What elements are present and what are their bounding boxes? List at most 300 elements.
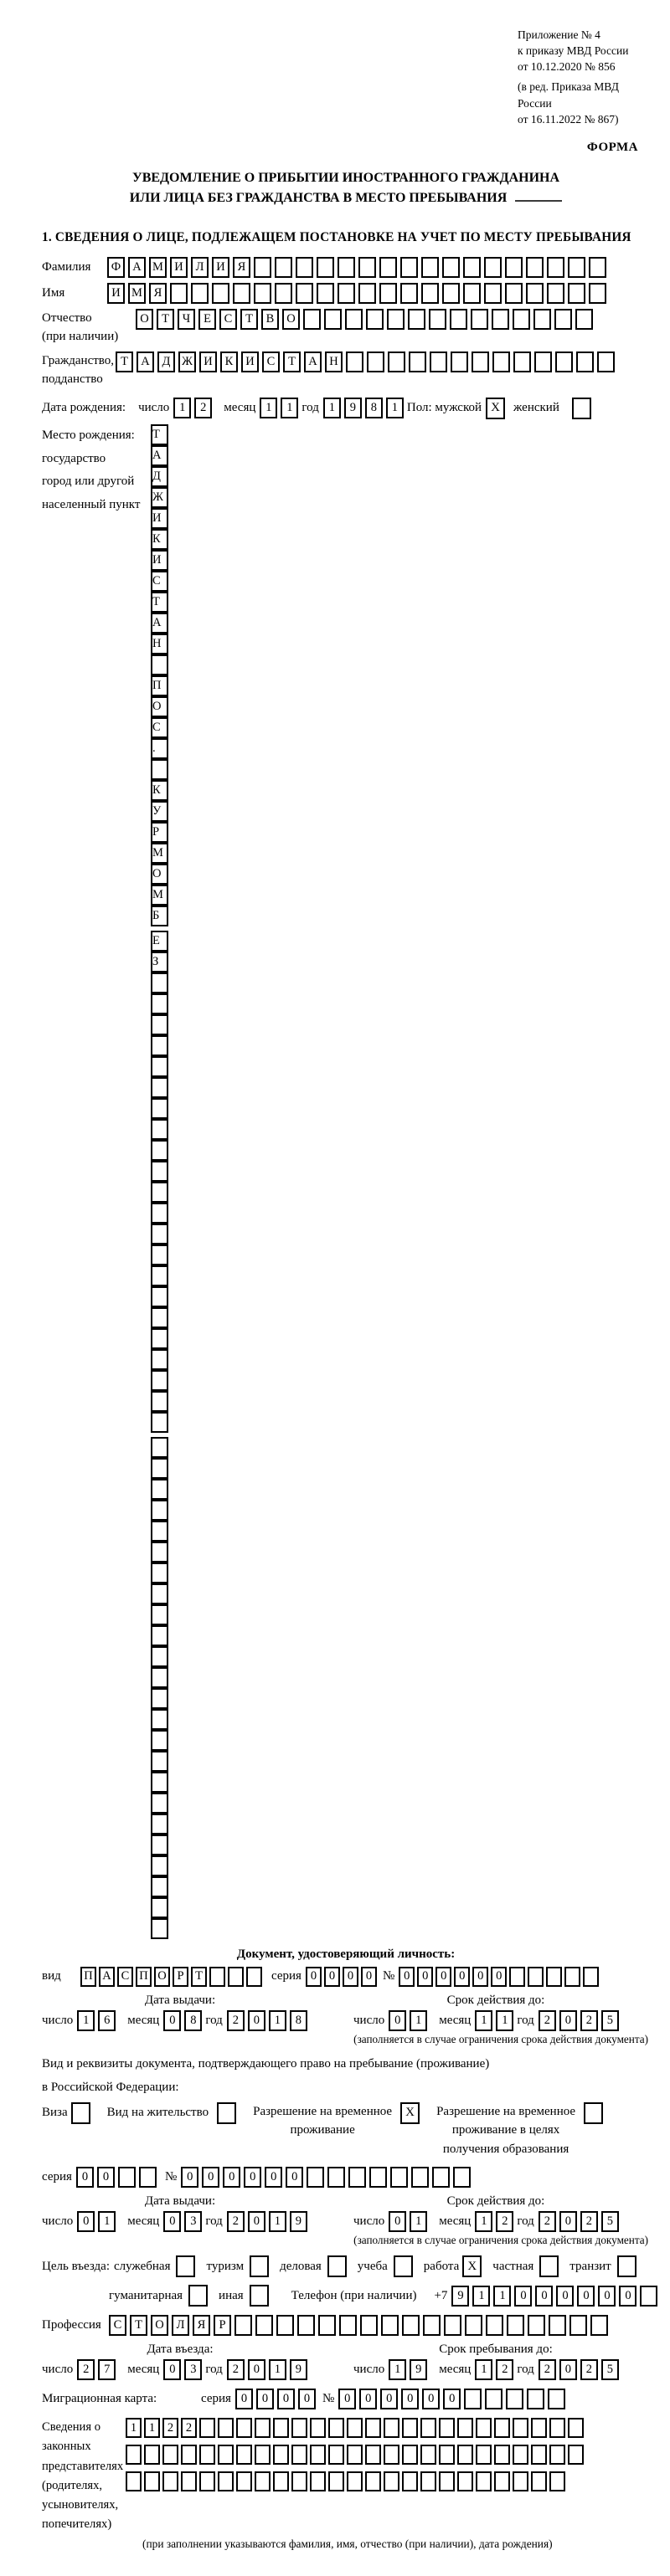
char-cell: А <box>137 352 154 372</box>
doc-series-label: серия <box>271 1969 302 1983</box>
char-cell: Р <box>151 822 168 843</box>
temp-residence-checkbox: X <box>400 2102 420 2124</box>
char-cell <box>228 1967 244 1987</box>
char-cell <box>338 257 355 278</box>
char-cell <box>126 2471 142 2491</box>
month-label: месяц <box>439 2363 472 2377</box>
char-cell: 0 <box>202 2167 219 2188</box>
char-cell <box>369 2167 387 2188</box>
char-cell <box>347 2418 363 2438</box>
char-cell <box>212 283 229 304</box>
surname-row <box>42 257 650 278</box>
surname-label: Фамилия <box>42 259 91 274</box>
char-cell <box>583 1967 599 1987</box>
char-cell <box>390 2167 408 2188</box>
char-cell <box>139 2167 157 2188</box>
citizenship-row <box>42 352 650 389</box>
doc-issue-heading: Дата выдачи: <box>144 1993 216 2007</box>
char-cell <box>181 2471 197 2491</box>
char-cell: З <box>151 952 168 972</box>
char-cell <box>549 2315 566 2336</box>
birth-place-cells <box>151 424 172 1939</box>
char-cell <box>254 283 271 304</box>
char-cell: 1 <box>496 2010 513 2031</box>
char-cell <box>421 283 439 304</box>
doc-valid-group <box>353 1994 630 2031</box>
char-cell: 3 <box>184 2211 202 2232</box>
char-cell <box>402 2471 418 2491</box>
char-cell <box>384 2471 399 2491</box>
char-cell: 0 <box>380 2389 398 2409</box>
stay-until-group <box>353 2343 630 2380</box>
char-cell: Л <box>172 2315 189 2336</box>
residence-valid-year-cells <box>539 2211 622 2232</box>
identity-doc-heading: Документ, удостоверяющий личность: <box>236 1947 456 1961</box>
entry-month-cells <box>163 2359 205 2380</box>
char-cell: 1 <box>260 398 277 418</box>
char-cell <box>151 1897 168 1918</box>
char-cell: Р <box>173 1967 188 1987</box>
char-cell: 2 <box>539 2359 556 2380</box>
char-cell: О <box>282 309 300 330</box>
purpose-option-tranzit: транзит <box>570 2255 636 2277</box>
char-cell <box>507 2315 524 2336</box>
char-cell: П <box>151 675 168 696</box>
char-cell: 0 <box>389 2211 406 2232</box>
char-cell <box>549 2418 565 2438</box>
form-title-line2: ИЛИ ЛИЦА БЕЗ ГРАЖДАНСТВА В МЕСТО ПРЕБЫВАНИЯ <box>42 188 650 208</box>
purpose-option-sluzhebnaya: служебная <box>114 2255 196 2277</box>
char-cell <box>297 2315 315 2336</box>
char-cell <box>365 2471 381 2491</box>
char-cell: Д <box>157 352 175 372</box>
char-cell: 2 <box>77 2359 95 2380</box>
char-cell: 0 <box>577 2286 595 2307</box>
char-cell <box>526 283 544 304</box>
char-cell <box>381 2315 399 2336</box>
year-label: год <box>302 401 319 415</box>
birth-date-row <box>42 398 650 419</box>
char-cell: А <box>304 352 322 372</box>
char-cell: 0 <box>324 1967 340 1987</box>
patronymic-cells <box>136 309 596 330</box>
doc-valid-note: (заполняется в случае ограничения срока действия документа) <box>353 2032 648 2045</box>
char-cell: 1 <box>77 2010 95 2031</box>
char-cell: 0 <box>181 2167 198 2188</box>
char-cell <box>151 1035 168 1056</box>
char-cell <box>568 2418 584 2438</box>
residence-valid-note: (заполняется в случае ограничения срока действия документа) <box>353 2234 648 2247</box>
purpose-option-ucheba: учеба <box>358 2255 413 2277</box>
char-cell: Ж <box>151 487 168 508</box>
ref-amend-line: от 16.11.2022 № 867) <box>518 112 619 126</box>
char-cell <box>402 2418 418 2438</box>
purpose-option-chastnaya: частная <box>492 2255 559 2277</box>
char-cell <box>548 2389 565 2409</box>
char-cell: 0 <box>559 2211 577 2232</box>
char-cell: Ф <box>107 257 125 278</box>
char-cell: 5 <box>601 2010 619 2031</box>
char-cell <box>170 283 188 304</box>
char-cell <box>347 2445 363 2465</box>
char-cell <box>513 309 530 330</box>
char-cell: 0 <box>514 2286 532 2307</box>
char-cell <box>255 2418 271 2438</box>
char-cell <box>421 257 439 278</box>
char-cell: К <box>151 780 168 801</box>
series-label: серия <box>201 2392 231 2406</box>
char-cell <box>151 993 168 1014</box>
char-cell: Д <box>151 466 168 487</box>
char-cell: 0 <box>436 1967 451 1987</box>
char-cell <box>457 2418 473 2438</box>
month-label: месяц <box>439 2013 472 2027</box>
char-cell <box>471 309 488 330</box>
char-cell <box>432 2167 450 2188</box>
char-cell <box>151 972 168 993</box>
residence-doc-series-row <box>42 2167 650 2188</box>
doc-issue-month-cells <box>163 2010 205 2031</box>
sex-female-label: женский <box>513 401 559 415</box>
char-cell <box>549 2471 565 2491</box>
char-cell <box>476 2445 492 2465</box>
char-cell <box>151 1391 168 1412</box>
char-cell: 9 <box>344 398 362 418</box>
stay-day-cells <box>389 2359 430 2380</box>
char-cell <box>506 2389 523 2409</box>
residence-issue-month-cells <box>163 2211 205 2232</box>
char-cell: Т <box>191 1967 207 1987</box>
residence-valid-group <box>353 2194 630 2232</box>
char-cell <box>547 257 564 278</box>
char-cell <box>199 2471 215 2491</box>
char-cell <box>494 2471 510 2491</box>
char-cell <box>451 352 468 372</box>
migration-card-label: Миграционная карта: <box>42 2392 157 2406</box>
char-cell <box>151 1182 168 1203</box>
char-cell: 2 <box>496 2211 513 2232</box>
entry-date-heading: Дата въезда: <box>147 2343 214 2357</box>
char-cell <box>465 2315 482 2336</box>
char-cell <box>505 283 523 304</box>
char-cell <box>379 257 397 278</box>
char-cell <box>457 2445 473 2465</box>
char-cell <box>273 2471 289 2491</box>
doc-issue-day-cells <box>77 2010 119 2031</box>
char-cell <box>255 2445 271 2465</box>
birth-day-cells <box>173 398 215 418</box>
char-cell <box>358 257 376 278</box>
entry-date-group <box>42 2343 353 2380</box>
purpose-option-turizm: туризм <box>206 2255 269 2277</box>
doc-kind-cells <box>80 1967 265 1987</box>
char-cell: 8 <box>365 398 383 418</box>
stay-year-cells <box>539 2359 622 2380</box>
char-cell <box>255 2315 273 2336</box>
patronymic-label: Отчество (при наличии) <box>42 310 119 344</box>
stay-until-heading: Срок пребывания до: <box>439 2343 553 2357</box>
given-name-cells <box>107 283 610 304</box>
char-cell <box>384 2445 399 2465</box>
char-cell <box>151 1286 168 1307</box>
char-cell: 8 <box>290 2010 307 2031</box>
char-cell <box>151 1098 168 1119</box>
birth-place-row3-cells <box>151 1437 172 1939</box>
purpose-option-inaya: иная <box>219 2285 269 2307</box>
surname-cells <box>107 257 610 278</box>
char-cell <box>423 2315 441 2336</box>
char-cell <box>555 352 573 372</box>
char-cell: А <box>151 613 168 634</box>
char-cell <box>513 352 531 372</box>
char-cell <box>151 1604 168 1625</box>
char-cell <box>492 309 509 330</box>
char-cell: 2 <box>194 398 212 418</box>
month-label: месяц <box>127 2013 160 2027</box>
char-cell: 1 <box>269 2010 286 2031</box>
residence-doc-intro1: Вид и реквизиты документа, подтверждающего право на пребывание (проживание) <box>42 2056 490 2071</box>
char-cell <box>402 2445 418 2465</box>
char-cell <box>291 2445 307 2465</box>
char-cell: В <box>261 309 279 330</box>
char-cell: Т <box>116 352 133 372</box>
char-cell <box>151 1835 168 1855</box>
entry-day-cells <box>77 2359 119 2380</box>
residence-series-cells <box>76 2167 160 2188</box>
char-cell <box>402 2315 420 2336</box>
char-cell <box>151 1328 168 1349</box>
char-cell: И <box>212 257 229 278</box>
char-cell <box>450 309 467 330</box>
char-cell: 1 <box>410 2010 427 2031</box>
purpose-sluzhebnaya-checkbox <box>176 2255 195 2277</box>
char-cell: 5 <box>601 2211 619 2232</box>
representatives-row2-cells <box>126 2445 586 2465</box>
char-cell <box>151 1918 168 1939</box>
sex-male-label: Пол: мужской <box>406 401 482 415</box>
char-cell: О <box>151 2315 168 2336</box>
char-cell: С <box>262 352 280 372</box>
purpose-inaya-checkbox <box>250 2285 269 2307</box>
char-cell: Я <box>233 257 250 278</box>
char-cell <box>347 2471 363 2491</box>
char-cell: 1 <box>126 2418 142 2438</box>
char-cell: А <box>99 1967 115 1987</box>
given-name-label: Имя <box>42 285 65 300</box>
char-cell: 0 <box>248 2211 265 2232</box>
char-cell <box>144 2471 160 2491</box>
identity-doc-row <box>42 1967 650 1987</box>
char-cell: 2 <box>539 2211 556 2232</box>
char-cell: Т <box>130 2315 147 2336</box>
char-cell: 0 <box>401 2389 419 2409</box>
char-cell: 1 <box>281 398 298 418</box>
char-cell: 0 <box>277 2389 295 2409</box>
day-label: число <box>138 401 170 415</box>
char-cell <box>246 1967 262 1987</box>
doc-issue-year-cells <box>227 2010 311 2031</box>
char-cell: 0 <box>76 2167 94 2188</box>
char-cell: 0 <box>559 2359 577 2380</box>
identity-doc-dates <box>42 1994 650 2031</box>
char-cell: 9 <box>290 2359 307 2380</box>
purpose-delovaya-checkbox <box>327 2255 347 2277</box>
char-cell <box>464 2389 482 2409</box>
char-cell <box>151 1751 168 1772</box>
char-cell: Н <box>151 634 168 654</box>
char-cell <box>218 2471 234 2491</box>
char-cell <box>273 2418 289 2438</box>
phone-label: Телефон (при наличии) <box>291 2288 417 2302</box>
char-cell <box>218 2418 234 2438</box>
char-cell <box>429 309 446 330</box>
char-cell: Я <box>149 283 167 304</box>
char-cell: 9 <box>451 2286 469 2307</box>
char-cell <box>151 759 168 780</box>
char-cell <box>494 2418 510 2438</box>
number-label: № <box>164 2170 178 2184</box>
purpose-rabota-checkbox: X <box>462 2255 482 2277</box>
char-cell: 0 <box>598 2286 616 2307</box>
char-cell: 2 <box>580 2211 598 2232</box>
char-cell <box>151 1521 168 1542</box>
char-cell <box>218 2445 234 2465</box>
char-cell <box>151 1458 168 1479</box>
char-cell <box>181 2445 197 2465</box>
char-cell: 6 <box>98 2010 116 2031</box>
char-cell <box>400 283 418 304</box>
char-cell <box>328 2418 344 2438</box>
char-cell <box>463 283 481 304</box>
char-cell <box>318 2315 336 2336</box>
char-cell <box>534 352 552 372</box>
char-cell <box>310 2418 326 2438</box>
char-cell <box>151 1855 168 1876</box>
char-cell <box>485 2389 502 2409</box>
char-cell: 1 <box>389 2359 406 2380</box>
form-title <box>42 168 650 208</box>
char-cell <box>273 2445 289 2465</box>
char-cell <box>151 1014 168 1035</box>
char-cell <box>345 309 363 330</box>
char-cell: С <box>117 1967 133 1987</box>
char-cell: А <box>151 445 168 466</box>
char-cell <box>568 283 585 304</box>
char-cell <box>276 2315 294 2336</box>
month-label: месяц <box>127 2363 160 2377</box>
representatives-block <box>42 2418 650 2533</box>
char-cell <box>547 283 564 304</box>
day-label: число <box>42 2363 74 2377</box>
char-cell <box>151 1814 168 1835</box>
char-cell: 1 <box>269 2211 286 2232</box>
citizenship-cells <box>116 352 618 372</box>
char-cell <box>151 1140 168 1161</box>
purpose-chastnaya-checkbox <box>539 2255 559 2277</box>
char-cell: 0 <box>619 2286 636 2307</box>
char-cell: 1 <box>475 2359 492 2380</box>
entry-year-cells <box>227 2359 311 2380</box>
char-cell <box>420 2445 436 2465</box>
residence-issue-heading: Дата выдачи: <box>144 2194 216 2209</box>
char-cell <box>387 309 405 330</box>
char-cell: 1 <box>386 398 404 418</box>
char-cell <box>439 2471 455 2491</box>
char-cell: С <box>151 571 168 592</box>
doc-valid-day-cells <box>389 2010 430 2031</box>
phone-prefix: +7 <box>434 2288 448 2302</box>
char-cell <box>151 1224 168 1244</box>
char-cell <box>338 283 355 304</box>
year-label: год <box>517 2214 534 2229</box>
char-cell: 0 <box>298 2389 316 2409</box>
char-cell: Р <box>214 2315 231 2336</box>
char-cell <box>191 283 209 304</box>
char-cell: 9 <box>290 2211 307 2232</box>
birth-place-row2-cells <box>151 931 172 1433</box>
char-cell <box>379 283 397 304</box>
char-cell <box>275 283 292 304</box>
char-cell <box>531 2418 547 2438</box>
char-cell: У <box>151 801 168 822</box>
char-cell <box>236 2445 252 2465</box>
char-cell: И <box>170 257 188 278</box>
patronymic-row <box>42 309 650 346</box>
permit-option-residence-permit: Вид на жительство <box>107 2102 236 2124</box>
char-cell <box>408 309 425 330</box>
char-cell <box>430 352 447 372</box>
day-label: число <box>353 2013 385 2027</box>
char-cell: 0 <box>559 2010 577 2031</box>
ref-line: от 10.12.2020 № 856 <box>518 60 616 74</box>
char-cell: 0 <box>472 1967 488 1987</box>
char-cell <box>296 257 313 278</box>
char-cell: 1 <box>173 398 191 418</box>
char-cell: 2 <box>227 2211 245 2232</box>
char-cell: 1 <box>475 2010 492 2031</box>
temp-residence-education-checkbox <box>584 2102 603 2124</box>
profession-row <box>42 2315 650 2336</box>
char-cell <box>476 2471 492 2491</box>
char-cell <box>310 2445 326 2465</box>
char-cell <box>151 1563 168 1583</box>
char-cell <box>346 352 363 372</box>
representatives-label: Сведения о законных представителях (родителях, усыновителях, попечителях) <box>42 2420 124 2531</box>
char-cell: 0 <box>97 2167 115 2188</box>
char-cell <box>275 257 292 278</box>
sex-female-checkbox <box>572 398 591 419</box>
char-cell: М <box>151 885 168 906</box>
char-cell <box>151 1265 168 1286</box>
char-cell <box>476 2418 492 2438</box>
char-cell: 0 <box>163 2211 181 2232</box>
char-cell <box>484 257 502 278</box>
char-cell: И <box>151 550 168 571</box>
char-cell <box>494 2445 510 2465</box>
char-cell: 7 <box>98 2359 116 2380</box>
char-cell: М <box>128 283 146 304</box>
entry-stay-dates <box>42 2343 650 2380</box>
char-cell <box>509 1967 525 1987</box>
char-cell <box>151 1437 168 1458</box>
char-cell <box>384 2418 399 2438</box>
residence-permit-options <box>42 2102 650 2159</box>
char-cell: 0 <box>443 2389 461 2409</box>
char-cell: 0 <box>338 2389 356 2409</box>
ref-line: Приложение № 4 <box>518 28 600 41</box>
char-cell: Т <box>151 592 168 613</box>
char-cell <box>310 2471 326 2491</box>
